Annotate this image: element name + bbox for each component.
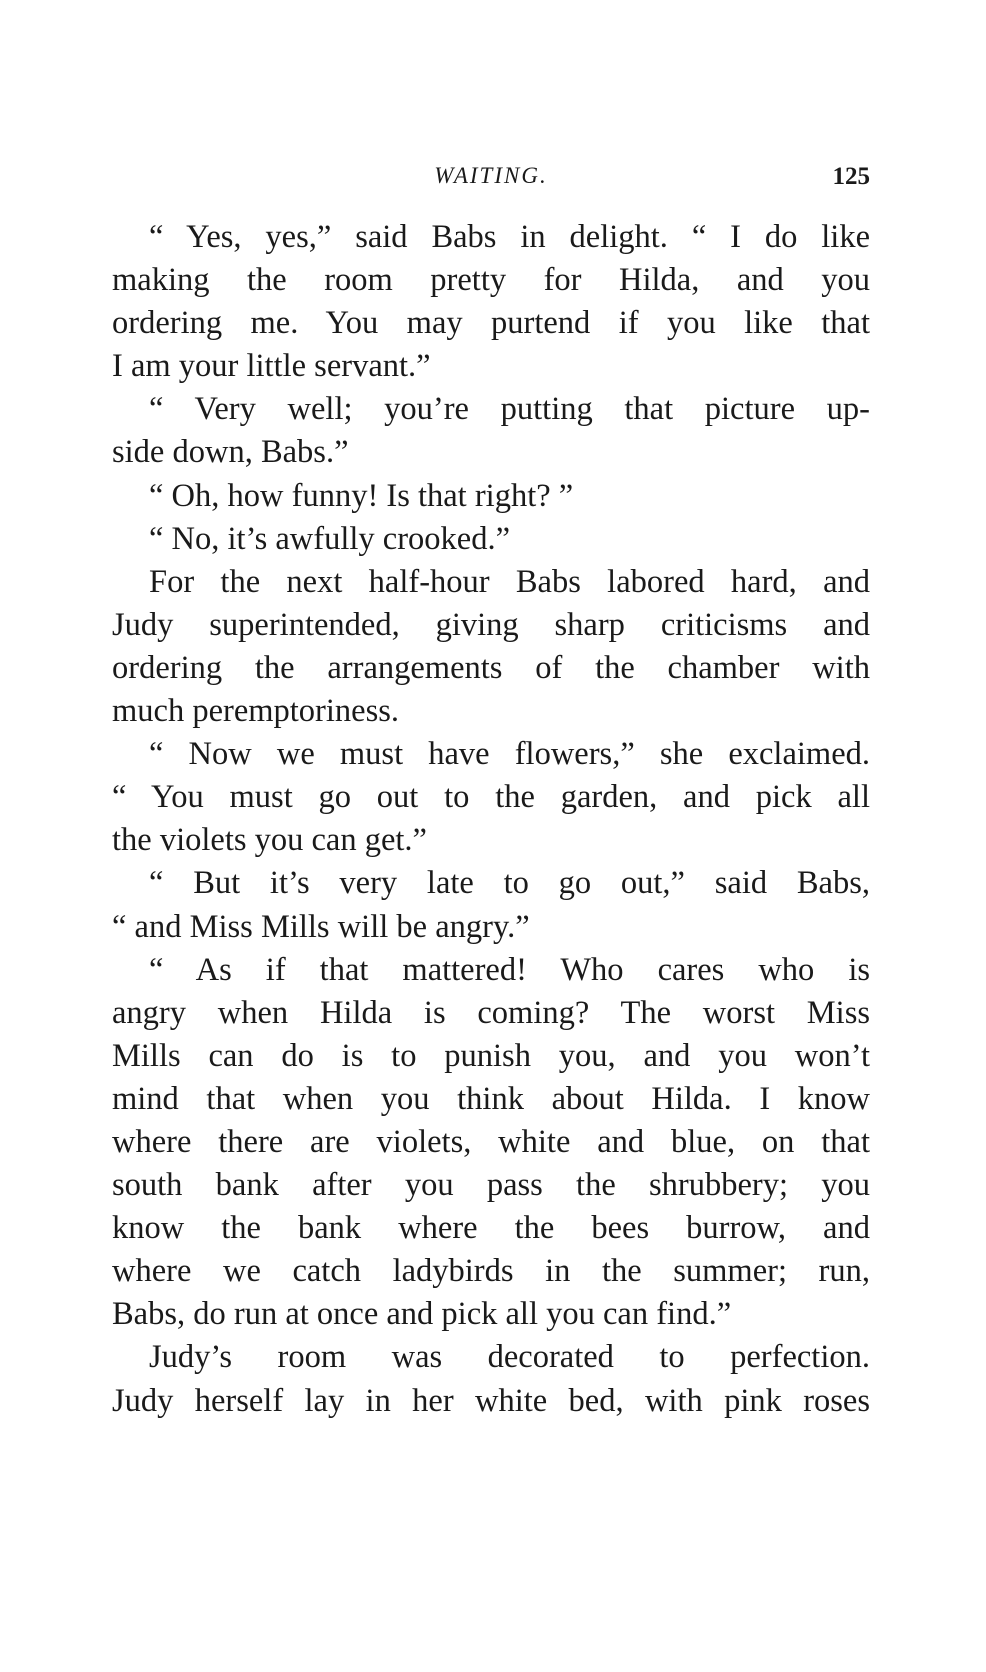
text-line: Judy superintended, giving sharp criticisms and [112,606,870,643]
text-line: much peremptoriness. [112,693,400,730]
running-title: WAITING. [434,163,548,188]
body-text [112,216,870,1423]
text-line: side down, Babs.” [112,434,349,471]
text-line: “ Oh, how funny! Is that right? ” [149,477,574,514]
text-line: “ But it’s very late to go out,” said Babs, [149,865,870,902]
text-line: angry when Hilda is coming? The worst Miss [112,994,870,1031]
text-line: ordering the arrangements of the chamber with [112,649,870,686]
page-number: 125 [832,163,870,190]
page-header [112,163,870,203]
text-line: where there are violets, white and blue, on that [112,1123,870,1160]
text-line: where we catch ladybirds in the summer; run, [112,1253,870,1290]
text-line: “ No, it’s awfully crooked.” [149,520,511,557]
text-line: Babs, do run at once and pick all you can find.” [112,1296,732,1333]
text-line: “ You must go out to the garden, and pick all [112,779,870,816]
text-line: Judy herself lay in her white bed, with pink roses [112,1382,870,1419]
text-line: ordering me. You may purtend if you like that [112,305,870,342]
text-line: For the next half-hour Babs labored hard, and [149,563,870,600]
text-line: I am your little servant.” [112,348,431,385]
text-line: “ As if that mattered! Who cares who is [149,951,870,988]
text-line: south bank after you pass the shrubbery; you [112,1167,870,1204]
text-line: the violets you can get.” [112,822,427,859]
text-line: mind that when you think about Hilda. I know [112,1080,870,1117]
text-line: Judy’s room was decorated to perfection. [149,1339,870,1376]
text-line: know the bank where the bees burrow, and [112,1210,870,1247]
text-line: making the room pretty for Hilda, and you [112,262,870,299]
text-line: “ Very well; you’re putting that picture up- [149,391,870,428]
text-line: “ Now we must have flowers,” she exclaimed. [149,736,870,773]
text-line: “ and Miss Mills will be angry.” [112,908,530,945]
text-line: “ Yes, yes,” said Babs in delight. “ I do like [149,219,870,255]
text-line: Mills can do is to punish you, and you won’t [112,1037,870,1074]
